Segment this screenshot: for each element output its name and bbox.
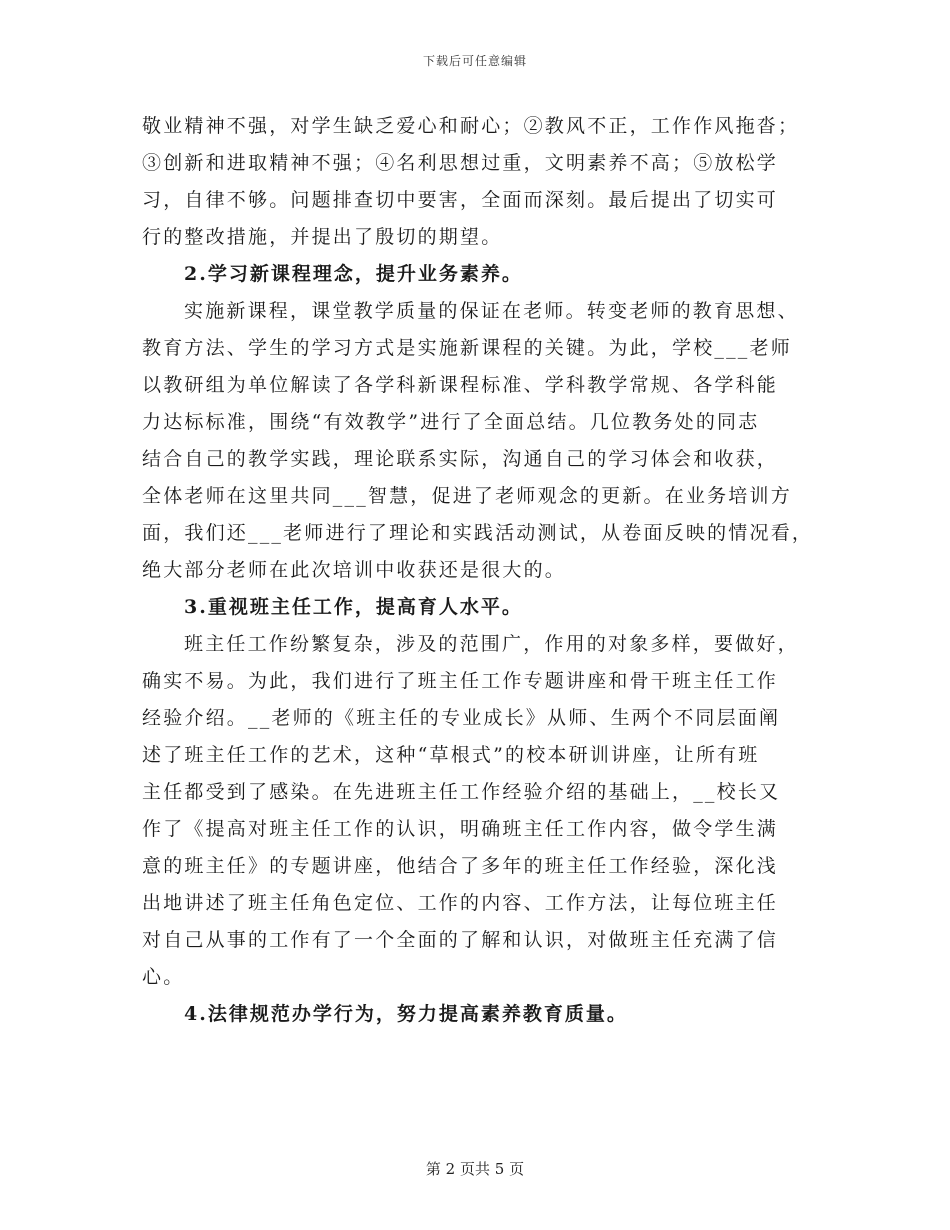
section-heading: 3.重视班主任工作，提高育人水平。 bbox=[184, 596, 523, 618]
body-line: 对自己从事的工作有了一个全面的了解和认识，对做班主任充满了信 bbox=[142, 929, 779, 951]
body-line: 主任都受到了感染。在先进班主任工作经验介绍的基础上，__校长又 bbox=[142, 781, 781, 803]
section-heading: 4.法律规范办学行为，努力提高素养教育质量。 bbox=[184, 1003, 628, 1025]
body-line: 确实不易。为此，我们进行了班主任工作专题讲座和骨干班主任工作 bbox=[142, 670, 779, 692]
body-line: 班主任工作纷繁复杂，涉及的范围广，作用的对象多样，要做好， bbox=[184, 633, 799, 655]
body-line: 力达标标准，围绕“有效教学”进行了全面总结。几位教务处的同志 bbox=[142, 411, 760, 433]
document-body bbox=[142, 108, 817, 1033]
page-header: 下载后可任意编辑 bbox=[422, 54, 527, 68]
body-line: 行的整改措施，并提出了殷切的期望。 bbox=[142, 226, 503, 248]
body-line: ③创新和进取精神不强；④名利思想过重，文明素养不高；⑤放松学 bbox=[142, 152, 779, 174]
body-line: 结合自己的教学实践，理论联系实际，沟通自己的学习体会和收获， bbox=[142, 448, 779, 470]
body-line: 心。 bbox=[142, 966, 185, 988]
body-line: 经验介绍。__老师的《班主任的专业成长》从师、生两个不同层面阐 bbox=[142, 707, 781, 729]
body-line: 意的班主任》的专题讲座，他结合了多年的班主任工作经验，深化浅 bbox=[142, 855, 779, 877]
body-line: 敬业精神不强，对学生缺乏爱心和耐心；②教风不正，工作作风拖沓； bbox=[142, 115, 800, 137]
body-line: 绝大部分老师在此次培训中收获还是很大的。 bbox=[142, 559, 567, 581]
body-line: 全体老师在这里共同___智慧，促进了老师观念的更新。在业务培训方 bbox=[142, 485, 792, 507]
body-line: 实施新课程，课堂教学质量的保证在老师。转变老师的教育思想、 bbox=[184, 300, 799, 322]
body-line: 教育方法、学生的学习方式是实施新课程的关键。为此，学校___老师 bbox=[142, 337, 792, 359]
body-line: 以教研组为单位解读了各学科新课程标准、学科教学常规、各学科能 bbox=[142, 374, 779, 396]
body-line: 述了班主任工作的艺术，这种“草根式”的校本研训讲座，让所有班 bbox=[142, 744, 760, 766]
section-heading: 2.学习新课程理念，提升业务素养。 bbox=[184, 263, 523, 285]
page-footer: 第 2 页共 5 页 bbox=[425, 1160, 525, 1178]
body-line: 面，我们还___老师进行了理论和实践活动测试，从卷面反映的情况看， bbox=[142, 522, 814, 544]
body-line: 习，自律不够。问题排查切中要害，全面而深刻。最后提出了切实可 bbox=[142, 189, 779, 211]
body-line: 作了《提高对班主任工作的认识，明确班主任工作内容，做令学生满 bbox=[142, 818, 779, 840]
body-line: 出地讲述了班主任角色定位、工作的内容、工作方法，让每位班主任 bbox=[142, 892, 779, 914]
